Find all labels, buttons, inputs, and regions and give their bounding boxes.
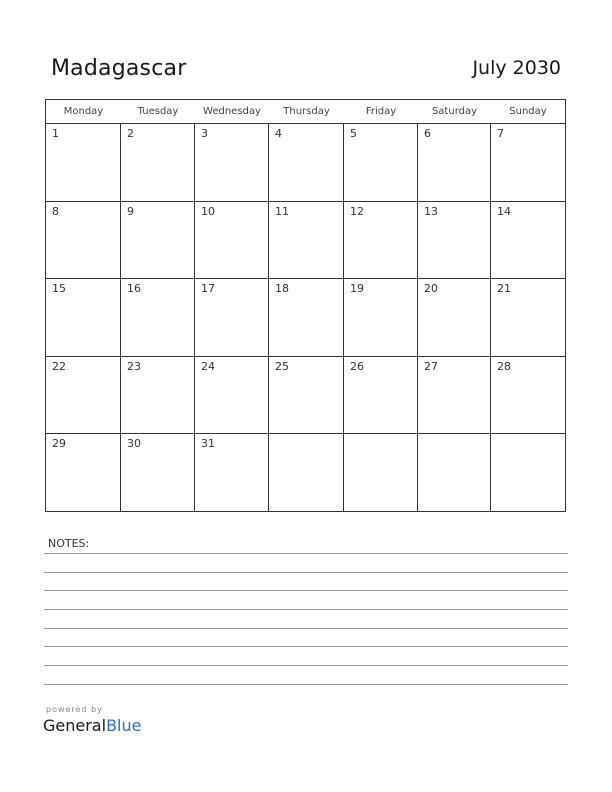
day-cell[interactable] xyxy=(121,124,195,202)
powered-by-text: powered by xyxy=(46,705,103,714)
day-cell[interactable] xyxy=(195,202,269,280)
day-number: 9 xyxy=(127,204,134,218)
day-cell[interactable] xyxy=(195,357,269,435)
generalblue-logo[interactable] xyxy=(43,716,141,735)
day-cell[interactable] xyxy=(195,124,269,202)
note-line[interactable] xyxy=(44,628,568,629)
weekday-header-row xyxy=(46,100,565,124)
day-cell[interactable] xyxy=(491,202,565,280)
day-cell[interactable] xyxy=(344,124,418,202)
day-number: 3 xyxy=(201,127,208,140)
day-cell[interactable] xyxy=(269,357,344,435)
day-number: 4 xyxy=(275,127,282,140)
day-number: 17 xyxy=(201,282,215,296)
day-cell[interactable] xyxy=(491,279,565,357)
day-number: 25 xyxy=(275,359,289,373)
weekday-friday: Friday xyxy=(365,106,397,117)
day-cell[interactable] xyxy=(46,279,121,357)
day-number: 27 xyxy=(424,359,438,373)
country-title: Madagascar xyxy=(51,56,187,81)
day-cell[interactable] xyxy=(418,124,491,202)
brand-part-blue: Blue xyxy=(106,716,142,735)
day-number: 20 xyxy=(424,282,438,296)
day-number: 23 xyxy=(127,359,141,373)
day-cell[interactable] xyxy=(46,357,121,435)
weekday-thursday: Thursday xyxy=(283,106,330,117)
note-line[interactable] xyxy=(44,684,568,685)
day-number: 1 xyxy=(52,127,59,140)
day-cell[interactable] xyxy=(344,279,418,357)
note-line[interactable] xyxy=(44,609,568,610)
day-cell[interactable] xyxy=(344,357,418,435)
day-cell[interactable] xyxy=(418,357,491,435)
day-number: 22 xyxy=(52,359,66,373)
day-number: 15 xyxy=(52,282,66,296)
weekday-wednesday: Wednesday xyxy=(203,106,261,117)
day-cell[interactable] xyxy=(491,357,565,435)
weekday-monday: Monday xyxy=(63,106,104,117)
brand-part-general: General xyxy=(43,716,107,735)
day-cell[interactable] xyxy=(491,434,565,512)
day-cell[interactable] xyxy=(46,202,121,280)
day-cell[interactable] xyxy=(491,124,565,202)
day-number: 30 xyxy=(127,437,141,451)
day-number: 14 xyxy=(497,204,511,218)
day-cell[interactable] xyxy=(344,202,418,280)
day-number: 2 xyxy=(127,127,134,140)
day-cell[interactable] xyxy=(269,434,344,512)
day-cell[interactable] xyxy=(418,434,491,512)
weekday-saturday: Saturday xyxy=(431,106,478,117)
day-number: 10 xyxy=(201,204,215,218)
day-number: 12 xyxy=(350,204,364,218)
day-cell[interactable] xyxy=(195,279,269,357)
day-number: 7 xyxy=(497,127,504,140)
day-cell[interactable] xyxy=(269,202,344,280)
day-number: 11 xyxy=(275,204,289,218)
day-number: 8 xyxy=(52,204,59,218)
day-cell[interactable] xyxy=(344,434,418,512)
day-number: 26 xyxy=(350,359,364,373)
day-cell[interactable] xyxy=(418,279,491,357)
day-cell[interactable] xyxy=(46,124,121,202)
day-cell[interactable] xyxy=(121,279,195,357)
day-number: 31 xyxy=(201,437,215,451)
note-line[interactable] xyxy=(44,646,568,647)
note-line[interactable] xyxy=(44,590,568,591)
day-cell[interactable] xyxy=(121,434,195,512)
weekday-tuesday: Tuesday xyxy=(137,106,179,117)
calendar-grid xyxy=(45,99,566,512)
note-line[interactable] xyxy=(44,553,568,554)
day-cell[interactable] xyxy=(269,279,344,357)
day-cell[interactable] xyxy=(121,357,195,435)
note-line[interactable] xyxy=(44,665,568,666)
day-number: 19 xyxy=(350,282,364,296)
weekday-sunday: Sunday xyxy=(509,106,547,117)
notes-label: NOTES: xyxy=(48,537,90,550)
day-cell[interactable] xyxy=(269,124,344,202)
month-year-title: July 2030 xyxy=(472,57,561,79)
day-number: 6 xyxy=(424,127,431,140)
day-cell[interactable] xyxy=(121,202,195,280)
day-number: 24 xyxy=(201,359,215,373)
day-number: 5 xyxy=(350,127,357,140)
note-line[interactable] xyxy=(44,572,568,573)
day-number: 29 xyxy=(52,437,66,451)
day-number: 13 xyxy=(424,204,438,218)
day-number: 16 xyxy=(127,282,141,296)
day-cell[interactable] xyxy=(195,434,269,512)
day-number: 28 xyxy=(497,359,511,373)
day-number: 21 xyxy=(497,282,511,296)
day-cell[interactable] xyxy=(46,434,121,512)
day-cell[interactable] xyxy=(418,202,491,280)
day-number: 18 xyxy=(275,282,289,296)
